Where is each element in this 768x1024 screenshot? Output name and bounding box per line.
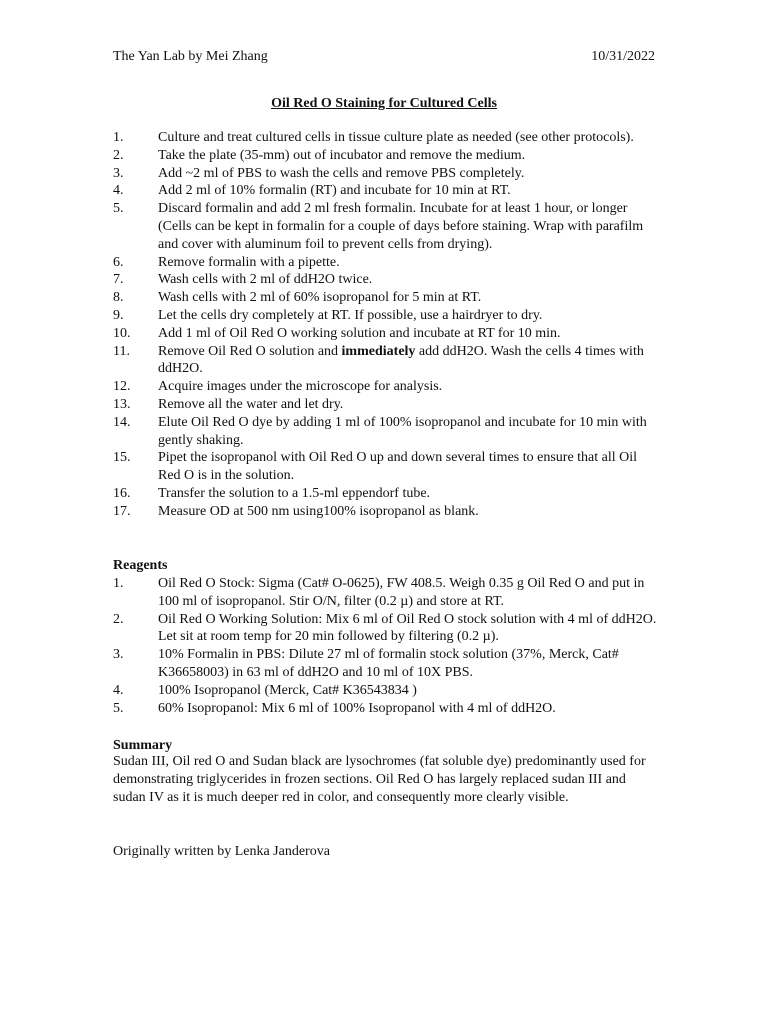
- reagent-text: 10% Formalin in PBS: Dilute 27 ml of formalin stock solution (37%, Merck, Cat# K36658003) in 63 ml of ddH2O and 10 ml of 10X PBS.: [158, 647, 619, 680]
- step-text: Add 2 ml of 10% formalin (RT) and incubate for 10 min at RT.: [158, 183, 511, 199]
- reagents-heading: Reagents: [113, 558, 168, 573]
- reagent-item: [113, 575, 658, 611]
- step-item: [113, 378, 658, 396]
- step-text: Wash cells with 2 ml of 60% isopropanol for 5 min at RT.: [158, 290, 482, 306]
- step-number: 10.: [113, 325, 131, 341]
- step-text: Add ~2 ml of PBS to wash the cells and remove PBS completely.: [158, 165, 525, 181]
- step-number: 17.: [113, 503, 131, 519]
- step-number: 3.: [113, 165, 124, 181]
- reagent-number: 1.: [113, 576, 124, 591]
- step-text-before: Remove Oil Red O solution and: [158, 343, 342, 359]
- step-item: [113, 325, 658, 343]
- reagent-number: 4.: [113, 682, 124, 698]
- reagent-item: [113, 646, 658, 682]
- summary-heading: Summary: [113, 738, 173, 753]
- reagent-text: Oil Red O Working Solution: Mix 6 ml of Oil Red O stock solution with 4 ml of ddH2O. Let sit at room temp for 20 min followed by filtering (0.2 µ).: [158, 611, 657, 645]
- step-item: [113, 254, 658, 272]
- step-number: 16.: [113, 485, 131, 501]
- emphasis-immediately: immediately: [341, 343, 416, 359]
- step-item: [113, 147, 658, 165]
- summary-paragraph: Sudan III, Oil red O and Sudan black are lysochromes (fat soluble dye) predominantly used for demonstrating triglycerides in frozen sections. Oil Red O has largely replaced sudan III and sudan IV as it is much deeper red in color, and consequently more clearly visible.: [113, 754, 646, 805]
- reagent-text: Oil Red O Stock: Sigma (Cat# O-0625), FW 408.5. Weigh 0.35 g Oil Red O and put in 100 ml of isopropanol. Stir O/N, filter (0.2 µ) and store at RT.: [158, 576, 645, 609]
- step-text: Remove formalin with a pipette.: [158, 254, 340, 270]
- step-item: [113, 165, 658, 183]
- step-item: [113, 414, 658, 450]
- step-number: 4.: [113, 183, 124, 199]
- document-title: Oil Red O Staining for Cultured Cells: [271, 96, 497, 111]
- step-item: [113, 396, 658, 414]
- step-text: Culture and treat cultured cells in tissue culture plate as needed (see other protocols).: [158, 130, 634, 145]
- reagent-number: 2.: [113, 611, 124, 627]
- step-number: 1.: [113, 130, 124, 145]
- reagent-text: 100% Isopropanol (Merck, Cat# K36543834 ): [158, 682, 417, 698]
- step-text: [158, 343, 658, 379]
- step-item: [113, 343, 658, 379]
- step-text: Pipet the isopropanol with Oil Red O up and down several times to ensure that all Oil Red O is in the solution.: [158, 450, 638, 484]
- step-number: 5.: [113, 201, 124, 217]
- step-item: [113, 485, 658, 503]
- step-item: [113, 289, 658, 307]
- step-number: 13.: [113, 396, 131, 412]
- step-text: Measure OD at 500 nm using100% isopropanol as blank.: [158, 503, 479, 519]
- step-number: 9.: [113, 307, 124, 323]
- step-text: Let the cells dry completely at RT. If possible, use a hairdryer to dry.: [158, 307, 543, 323]
- step-number: 7.: [113, 272, 124, 288]
- reagent-number: 3.: [113, 647, 124, 663]
- step-number: 2.: [113, 147, 124, 163]
- step-text: Transfer the solution to a 1.5-ml eppendorf tube.: [158, 485, 431, 501]
- step-text: Remove all the water and let dry.: [158, 396, 344, 412]
- protocol-steps-list: [113, 129, 658, 521]
- step-number: 8.: [113, 290, 124, 306]
- step-item: [113, 503, 658, 521]
- step-number: 11.: [113, 343, 130, 359]
- step-number: 14.: [113, 414, 131, 430]
- step-text: Add 1 ml of Oil Red O working solution and incubate at RT for 10 min.: [158, 325, 561, 341]
- header-author: The Yan Lab by Mei Zhang: [113, 49, 268, 64]
- step-item: [113, 200, 658, 253]
- step-text: Elute Oil Red O dye by adding 1 ml of 100% isopropanol and incubate for 10 min with gently shaking.: [158, 414, 647, 448]
- step-item: [113, 271, 658, 289]
- header-date: 10/31/2022: [591, 49, 655, 64]
- step-item: [113, 182, 658, 200]
- step-text: Take the plate (35-mm) out of incubator and remove the medium.: [158, 147, 526, 163]
- step-number: 15.: [113, 450, 131, 466]
- step-number: 12.: [113, 379, 131, 395]
- reagent-item: [113, 700, 658, 718]
- step-item: [113, 449, 658, 485]
- step-text: Wash cells with 2 ml of ddH2O twice.: [158, 272, 373, 288]
- step-text: Acquire images under the microscope for analysis.: [158, 379, 443, 395]
- reagent-number: 5.: [113, 700, 124, 716]
- step-text-after: add ddH2O. Wash the cells 4 times with ddH2O.: [158, 343, 644, 377]
- step-item: [113, 129, 658, 147]
- reagents-list: [113, 575, 658, 717]
- step-text: Discard formalin and add 2 ml fresh formalin. Incubate for at least 1 hour, or longer (Cells can be kept in formalin for a couple of days before staining. Wrap with parafilm and cover with aluminum foil to prevent cells from drying).: [158, 201, 644, 252]
- author-credit: Originally written by Lenka Janderova: [113, 844, 330, 859]
- reagent-item: [113, 611, 658, 647]
- reagent-item: [113, 682, 658, 700]
- step-item: [113, 307, 658, 325]
- reagent-text: 60% Isopropanol: Mix 6 ml of 100% Isopropanol with 4 ml of ddH2O.: [158, 700, 556, 716]
- step-number: 6.: [113, 254, 124, 270]
